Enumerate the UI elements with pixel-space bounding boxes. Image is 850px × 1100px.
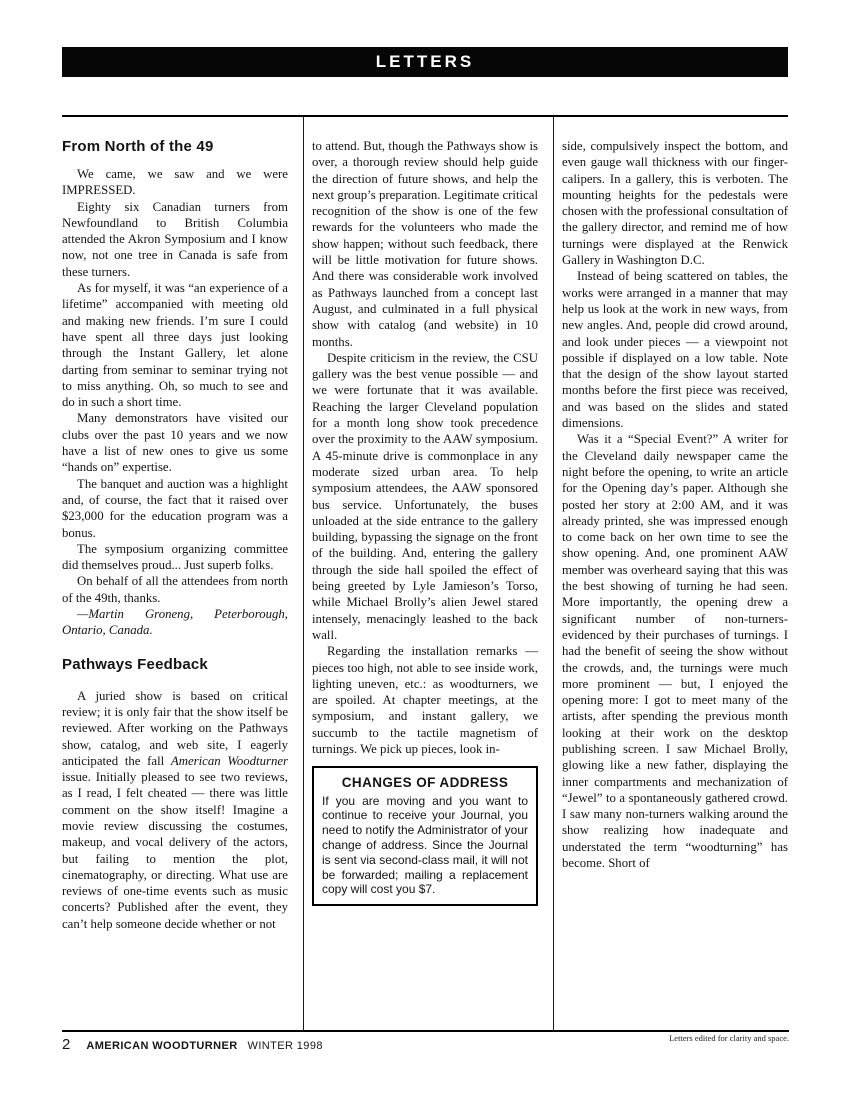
letter-signature: —Martin Groneng, Peterborough, Ontario, Canada. [62, 607, 288, 638]
paragraph: side, compulsively inspect the bottom, and even gauge wall thickness with our finger-calipers. In a gallery, this is verboten. The mounting heights for the pedestals were chosen with the professional consultation of the gallery director, and remind me of how turnings were displayed at the Renwick Gallery in Washington D.C. [562, 139, 788, 268]
journal-name: AMERICAN WOODTURNER [86, 1040, 238, 1052]
page-title: LETTERS [375, 52, 475, 71]
paragraph: The symposium organizing committee did themselves proud... Just superb folks. [62, 541, 288, 573]
footer-left [62, 1036, 323, 1053]
column-divider-1 [303, 117, 304, 1030]
letters-header-bar [62, 47, 788, 77]
paragraph: Despite criticism in the review, the CSU gallery was the best venue possible — and we were fortunate that it was available. Reaching the larger Cleveland population for a month long show took precedence over the proximity to the AAW symposium. A 45-minute drive is commonplace in any moderate sized urban area. To help symposium attendees, the AAW sponsored bus service. Unfortunately, the buses unloaded at the side entrance to the gallery building, bypassing the signage on the front of the building. And, entering the gallery through the side hall spoiled the effect of being greeted by Lyle Jamieson’s Torso, while Michael Brolly’s alien Jewel stared intensely, menacingly leashed to the back wall. [312, 350, 538, 642]
box-text: If you are moving and you want to continue to receive your Journal, you need to notify the Administrator of your change of address. Since the Journal is sent via second-class mail, it will not be forwarded; mailing a replacement copy will cost you $7. [322, 793, 528, 897]
letters-columns [62, 117, 788, 1030]
editorial-note: Letters edited for clarity and space. [669, 1033, 789, 1043]
paragraph: The banquet and auction was a highlight and, of course, the fact that it raised over $23,000 for the education program was a bonus. [62, 476, 288, 540]
column-divider-2 [553, 117, 554, 1030]
text-segment: issue. Initially pleased to see two reviews, as I read, I felt cheated — there was little comment on the show itself! Imagine a movie review discussing the costumes, makeup, and vocal delivery of the actors, but failing to mention the plot, cinematography, or directing. What use are reviews of one-time events such as music concerts? Published after the event, they can’t help someone decide whether or not [62, 770, 288, 931]
text-segment: A juried show is based on critical review; it is only fair that the show itself be reviewed. After working on the Pathways show, catalog, and web site, I eagerly anticipated the fall [62, 688, 288, 768]
paragraph: Was it a “Special Event?” A writer for the Cleveland daily newspaper came the night before the opening, to write an article for the Opening day’s paper. Although she posted her story at 2:00 AM, and it was already printed, she was impressed enough to come back on her own time to see the show opening. And, one prominent AAW member was overheard saying that this was the best showing of turning he had seen. More importantly, the opening drew a significant number of non-turners-evidenced by their purchases of turnings. I had the benefit of seeing the show without the crowds, and, the turnings were much more prominent — but, I enjoyed the opening more: I got to meet many of the artists, after spending the previous month looking at their work on the desktop publishing screen. I saw Michael Brolly, glowing like a new father, displaying the inner compartments and mechanization of “Jewel” to a spontaneously gathered crowd. I saw many non-turners walking around the show realizing how inadequate and understated the term “woodturning” has become. Short of [562, 432, 788, 871]
changes-of-address-box [312, 766, 538, 906]
paragraph: Many demonstrators have visited our clubs over the past 10 years and we now have a list of new ones to give us some “hands on” expertise. [62, 411, 288, 475]
issue-date: WINTER 1998 [247, 1040, 323, 1052]
paragraph: Eighty six Canadian turners from Newfoundland to British Columbia attended the Akron Symposium and I know now, not one tree in Canada is safe from these turners. [62, 199, 288, 279]
section-heading: Pathways Feedback [62, 655, 208, 673]
paragraph: As for myself, it was “an experience of a lifetime” accompanied with meeting old and making new friends. I’m sure I could have spent all three days just looking through the Instant Gallery, let alone darting from seminar to seminar trying not to miss anything. Oh, so much to see and do in such a short time. [62, 281, 288, 410]
page-number: 2 [62, 1036, 71, 1053]
paragraph: to attend. But, though the Pathways show is over, a thorough review should help guide the direction of future shows, and help the next group’s preparation. Legitimate critical recognition of the show is one of the few rewards for the volunteers who made the show happen; without such feedback, there will be little motivation for future shows. And there was considerable work involved as Pathways launched from a concept last August, and culminated in a full physical show with catalog (and website) in 10 months. [312, 139, 538, 349]
bottom-rule [62, 1030, 789, 1032]
paragraph: We came, we saw and we were IMPRESSED. [62, 167, 288, 198]
paragraph: On behalf of all the attendees from north of the 49th, thanks. [62, 574, 288, 605]
paragraph: Instead of being scattered on tables, the works were arranged in a manner that may help us look at the work in new ways, from new angles. And, people did crowd around, and look under pieces — a viewpoint not possible if displayed on a low table. Note that the design of the show layout started months before the first piece was received, and was based on the slides and stated dimensions. [562, 269, 788, 431]
column-1 [62, 117, 288, 1030]
section-heading: From North of the 49 [62, 138, 214, 155]
italic-title-text: American Woodturner [170, 753, 288, 768]
paragraph: Regarding the installation remarks — pieces too high, not able to see inside work, lighting uneven, etc.: as woodturners, we are spoiled. At chapter meetings, at the symposium, and instant gallery, we succumb to the tactile magnetism of turnings. We pick up pieces, look in- [312, 644, 538, 756]
box-title: CHANGES OF ADDRESS [341, 775, 509, 791]
column-2 [312, 117, 538, 1030]
paragraph [62, 688, 288, 932]
column-3 [562, 117, 788, 1030]
